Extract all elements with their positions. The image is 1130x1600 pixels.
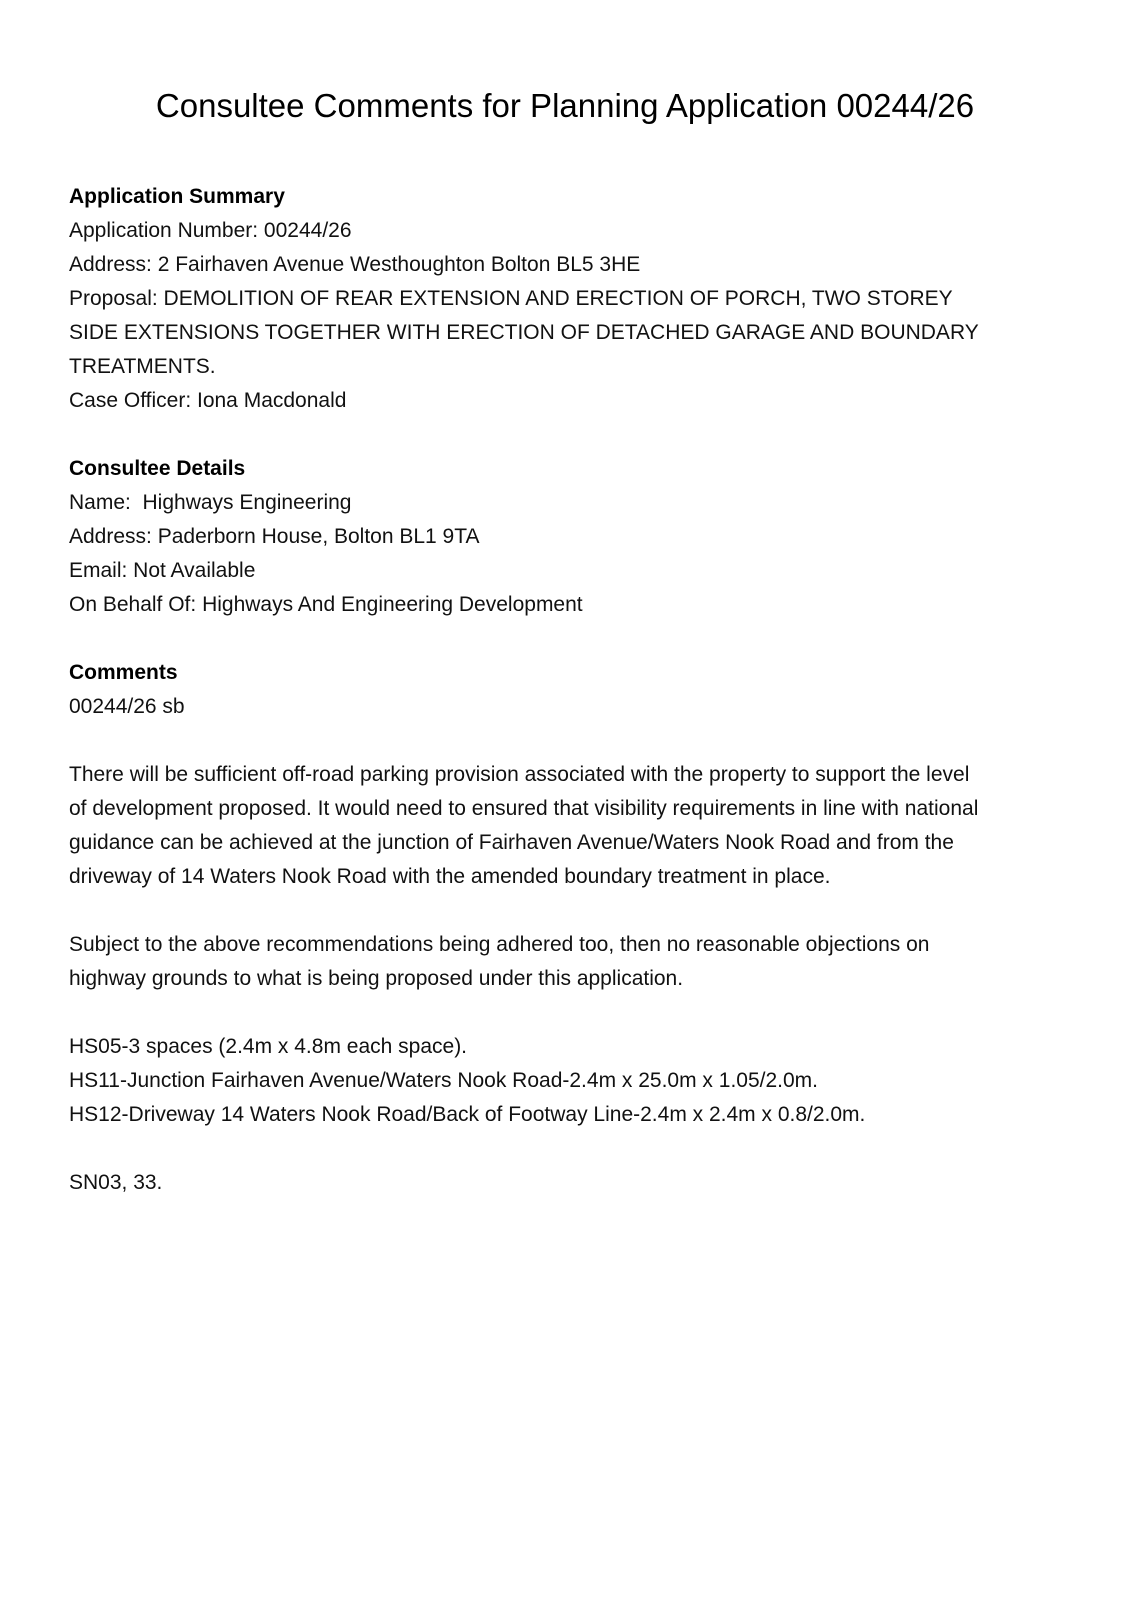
spacer [69,996,1069,1030]
conditions-codes: SN03, 33. [69,1171,163,1194]
comments-heading: Comments [69,661,178,684]
page-title: Consultee Comments for Planning Application 00244/26 [155,87,975,124]
spacer [69,724,1069,758]
application-number: Application Number: 00244/26 [69,219,352,242]
consultee-name: Name: Highways Engineering [69,491,352,514]
consultee-details-section [69,452,1069,622]
application-summary-section [69,180,1069,418]
paragraph-line: of development proposed. It would need to ensured that visibility requirements in line with national [69,797,979,820]
consultee-address: Address: Paderborn House, Bolton BL1 9TA [69,525,480,548]
spacer [69,418,1069,452]
consultee-email: Email: Not Available [69,559,256,582]
standard-item: HS11-Junction Fairhaven Avenue/Waters Nook Road-2.4m x 25.0m x 1.05/2.0m. [69,1069,818,1092]
application-address: Address: 2 Fairhaven Avenue Westhoughton Bolton BL5 3HE [69,253,641,276]
comments-section [69,656,1069,1200]
consultee-details-heading: Consultee Details [69,457,246,480]
paragraph-line: There will be sufficient off-road parking provision associated with the property to support the level [69,763,970,786]
comments-paragraph-2 [69,928,1069,996]
proposal-line-2: SIDE EXTENSIONS TOGETHER WITH ERECTION OF DETACHED GARAGE AND BOUNDARY [69,321,979,344]
paragraph-line: Subject to the above recommendations being adhered too, then no reasonable objections on [69,933,930,956]
paragraph-line: guidance can be achieved at the junction of Fairhaven Avenue/Waters Nook Road and from the [69,831,954,854]
paragraph-line: highway grounds to what is being proposed under this application. [69,967,684,990]
standards-list [69,1030,1069,1132]
proposal-line-3: TREATMENTS. [69,355,216,378]
consultee-on-behalf-of: On Behalf Of: Highways And Engineering Development [69,593,583,616]
spacer [69,1132,1069,1166]
paragraph-line: driveway of 14 Waters Nook Road with the amended boundary treatment in place. [69,865,831,888]
standard-item: HS05-3 spaces (2.4m x 4.8m each space). [69,1035,468,1058]
comments-paragraph-1 [69,758,1069,894]
case-officer: Case Officer: Iona Macdonald [69,389,347,412]
spacer [69,894,1069,928]
spacer [69,622,1069,656]
comments-reference: 00244/26 sb [69,695,185,718]
document-body [69,180,1069,1200]
standard-item: HS12-Driveway 14 Waters Nook Road/Back of Footway Line-2.4m x 2.4m x 0.8/2.0m. [69,1103,866,1126]
application-summary-heading: Application Summary [69,185,285,208]
proposal-line-1: Proposal: DEMOLITION OF REAR EXTENSION AND ERECTION OF PORCH, TWO STOREY [69,287,953,310]
